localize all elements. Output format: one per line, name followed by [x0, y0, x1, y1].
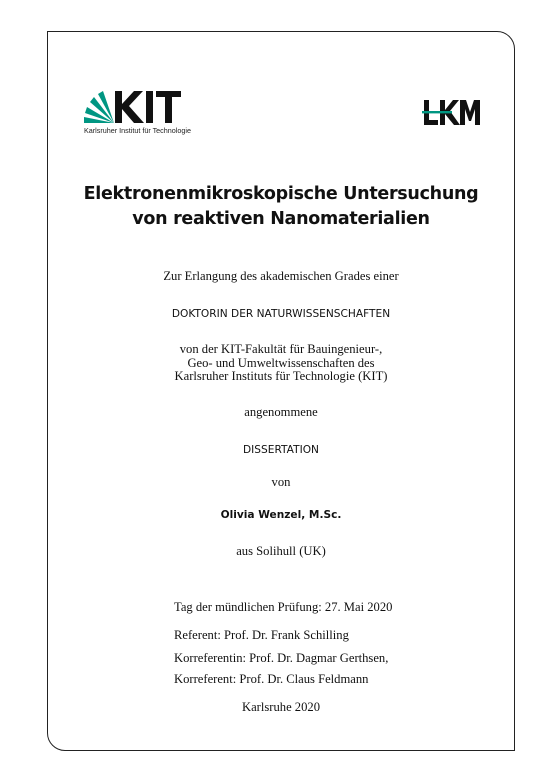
korreferentin: Korreferentin: Prof. Dr. Dagmar Gerthsen,	[174, 651, 389, 665]
page-frame	[47, 31, 515, 751]
kit-k-icon	[115, 91, 144, 123]
faculty-line-2: Geo- und Umweltwissenschaften des	[187, 355, 375, 370]
referent: Referent: Prof. Dr. Frank Schilling	[174, 628, 349, 642]
kit-i-icon	[146, 91, 153, 123]
faculty-block	[47, 343, 515, 384]
degree-text: DOKTORIN DER NATURWISSENSCHAFTEN	[171, 308, 391, 320]
korreferent: Korreferent: Prof. Dr. Claus Feldmann	[174, 672, 369, 686]
exam-date: Tag der mündlichen Prüfung: 27. Mai 2020	[174, 600, 393, 614]
kit-fan-icon	[84, 91, 114, 123]
faculty-line-1: von der KIT-Fakultät für Bauingenieur-,	[179, 342, 383, 356]
origin-text: aus Solihull (UK)	[236, 544, 326, 558]
title-line-1: Elektronenmikroskopische Untersuchung	[83, 184, 479, 204]
accepted-text: angenommene	[244, 405, 318, 419]
lkm-teal-bar-icon	[422, 111, 452, 113]
title-line-2: von reaktiven Nanomaterialien	[132, 209, 430, 229]
purpose-text: Zur Erlangung des akademischen Grades einer	[163, 269, 399, 283]
lkm-logo	[422, 98, 482, 128]
place-year: Karlsruhe 2020	[242, 700, 320, 714]
doc-type: DISSERTATION	[243, 444, 319, 456]
author-name: Olivia Wenzel, M.Sc.	[220, 509, 342, 521]
faculty-line-3: Karlsruher Instituts für Technologie (KIT)	[174, 369, 388, 383]
lkm-m-icon	[460, 100, 480, 125]
kit-t-icon	[156, 91, 181, 123]
by-text: von	[271, 475, 291, 489]
thesis-title	[47, 182, 515, 232]
kit-subtitle: Karlsruher Institut für Technologie	[84, 126, 191, 135]
